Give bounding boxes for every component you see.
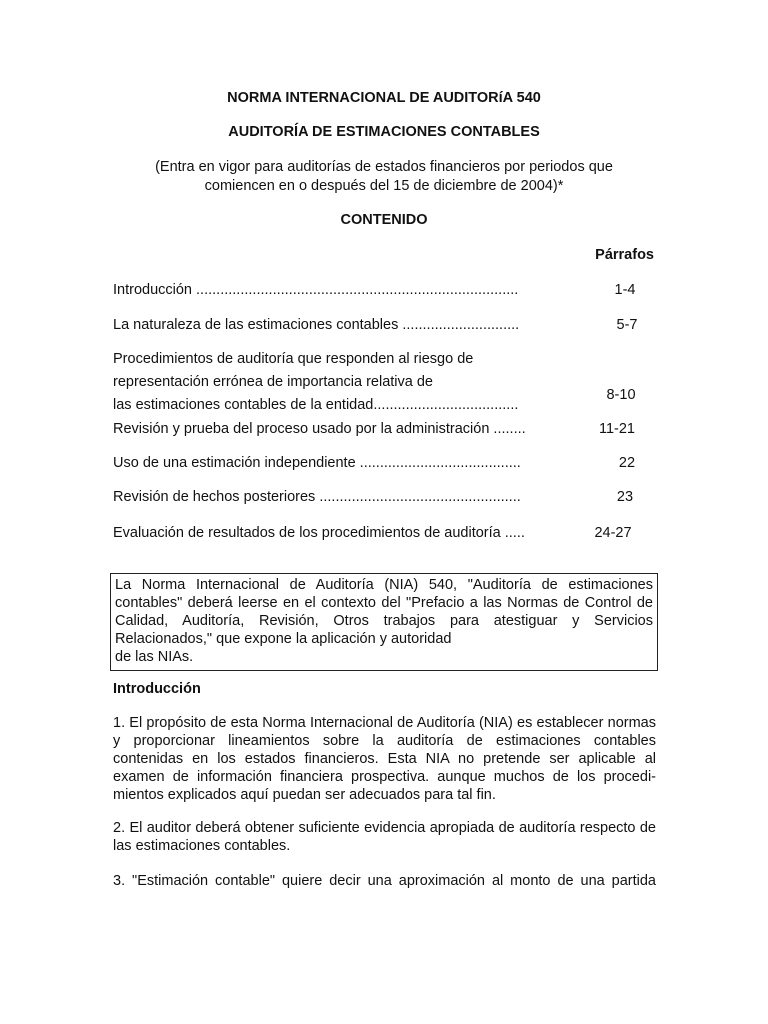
toc-entry-title: Uso de una estimación independiente ........................................ <box>113 455 521 471</box>
toc-entry <box>113 316 655 339</box>
toc-entry-paragraphs: 1-4 <box>614 282 636 298</box>
paragraph-1: 1. El propósito de esta Norma Internacional de Auditoría (NIA) es establecer normas y proporcionar lineamientos sobre la auditoría de estimaciones contables contenidas en los estados financieros. Esta NIA no pretende ser aplicable al examen de información financiera prospectiva. aunque muchos de los procedi-mientos explicados aquí puedan ser adecuados para tal fin. <box>113 715 656 803</box>
toc-entry <box>113 281 655 304</box>
contents-heading: CONTENIDO <box>340 212 428 228</box>
toc-entry-paragraphs: 23 <box>616 489 634 505</box>
toc-entry-paragraphs: 24-27 <box>594 525 632 541</box>
toc-entry-title-line: Procedimientos de auditoría que responden al riesgo de <box>113 351 474 367</box>
toc-entry <box>113 454 655 477</box>
effective-date-line-1: (Entra en vigor para auditorías de estados financieros por periodos que <box>155 159 613 175</box>
paragraph-2: 2. El auditor deberá obtener suficiente evidencia apropiada de auditoría respecto de las estimaciones contables. <box>113 820 656 854</box>
preface-notice-last-line: de las NIAs. <box>115 649 194 665</box>
toc-entry-title: Revisión de hechos posteriores .................................................. <box>113 489 521 505</box>
document-title: NORMA INTERNACIONAL DE AUDITORíA 540 <box>227 90 541 106</box>
introduction-heading: Introducción <box>113 681 201 697</box>
toc-entry-title: Evaluación de resultados de los procedimientos de auditoría ..... <box>113 525 525 541</box>
toc-entry-paragraphs: 22 <box>618 455 636 471</box>
toc-entry-paragraphs: 8-10 <box>606 387 636 403</box>
toc-entry-title-line: representación errónea de importancia relativa de <box>113 374 433 390</box>
document-subject: AUDITORÍA DE ESTIMACIONES CONTABLES <box>228 124 540 140</box>
toc-entry-title: La naturaleza de las estimaciones contables ............................. <box>113 317 520 333</box>
paragraph-3: 3. "Estimación contable" quiere decir una aproximación al monto de una partida <box>113 873 656 889</box>
toc-entry-title: Revisión y prueba del proceso usado por la administración ........ <box>113 421 526 437</box>
toc-entry <box>113 350 655 419</box>
effective-date-note <box>0 158 768 196</box>
toc-entry <box>113 488 655 511</box>
paragraphs-column-heading: Párrafos <box>595 247 654 263</box>
toc-entry-title-line: las estimaciones contables de la entidad.................................... <box>113 397 519 413</box>
effective-date-line-2: comiencen en o después del 15 de diciembre de 2004)* <box>204 178 564 194</box>
toc-entry-title: Introducción ................................................................................ <box>113 282 519 298</box>
preface-notice-box <box>110 573 658 671</box>
toc-entry <box>113 420 655 443</box>
preface-notice-text: La Norma Internacional de Auditoría (NIA) 540, "Auditoría de estimaciones contables" deberá leerse en el contexto del "Prefacio a las Normas de Control de Calidad, Auditoría, Revisión, Otros trabajos para atestiguar y Servicios Relacionados," que expone la aplicación y autoridad <box>115 577 653 647</box>
toc-entry <box>113 524 655 547</box>
toc-entry-paragraphs: 11-21 <box>598 421 635 437</box>
toc-entry-paragraphs: 5-7 <box>616 317 638 333</box>
